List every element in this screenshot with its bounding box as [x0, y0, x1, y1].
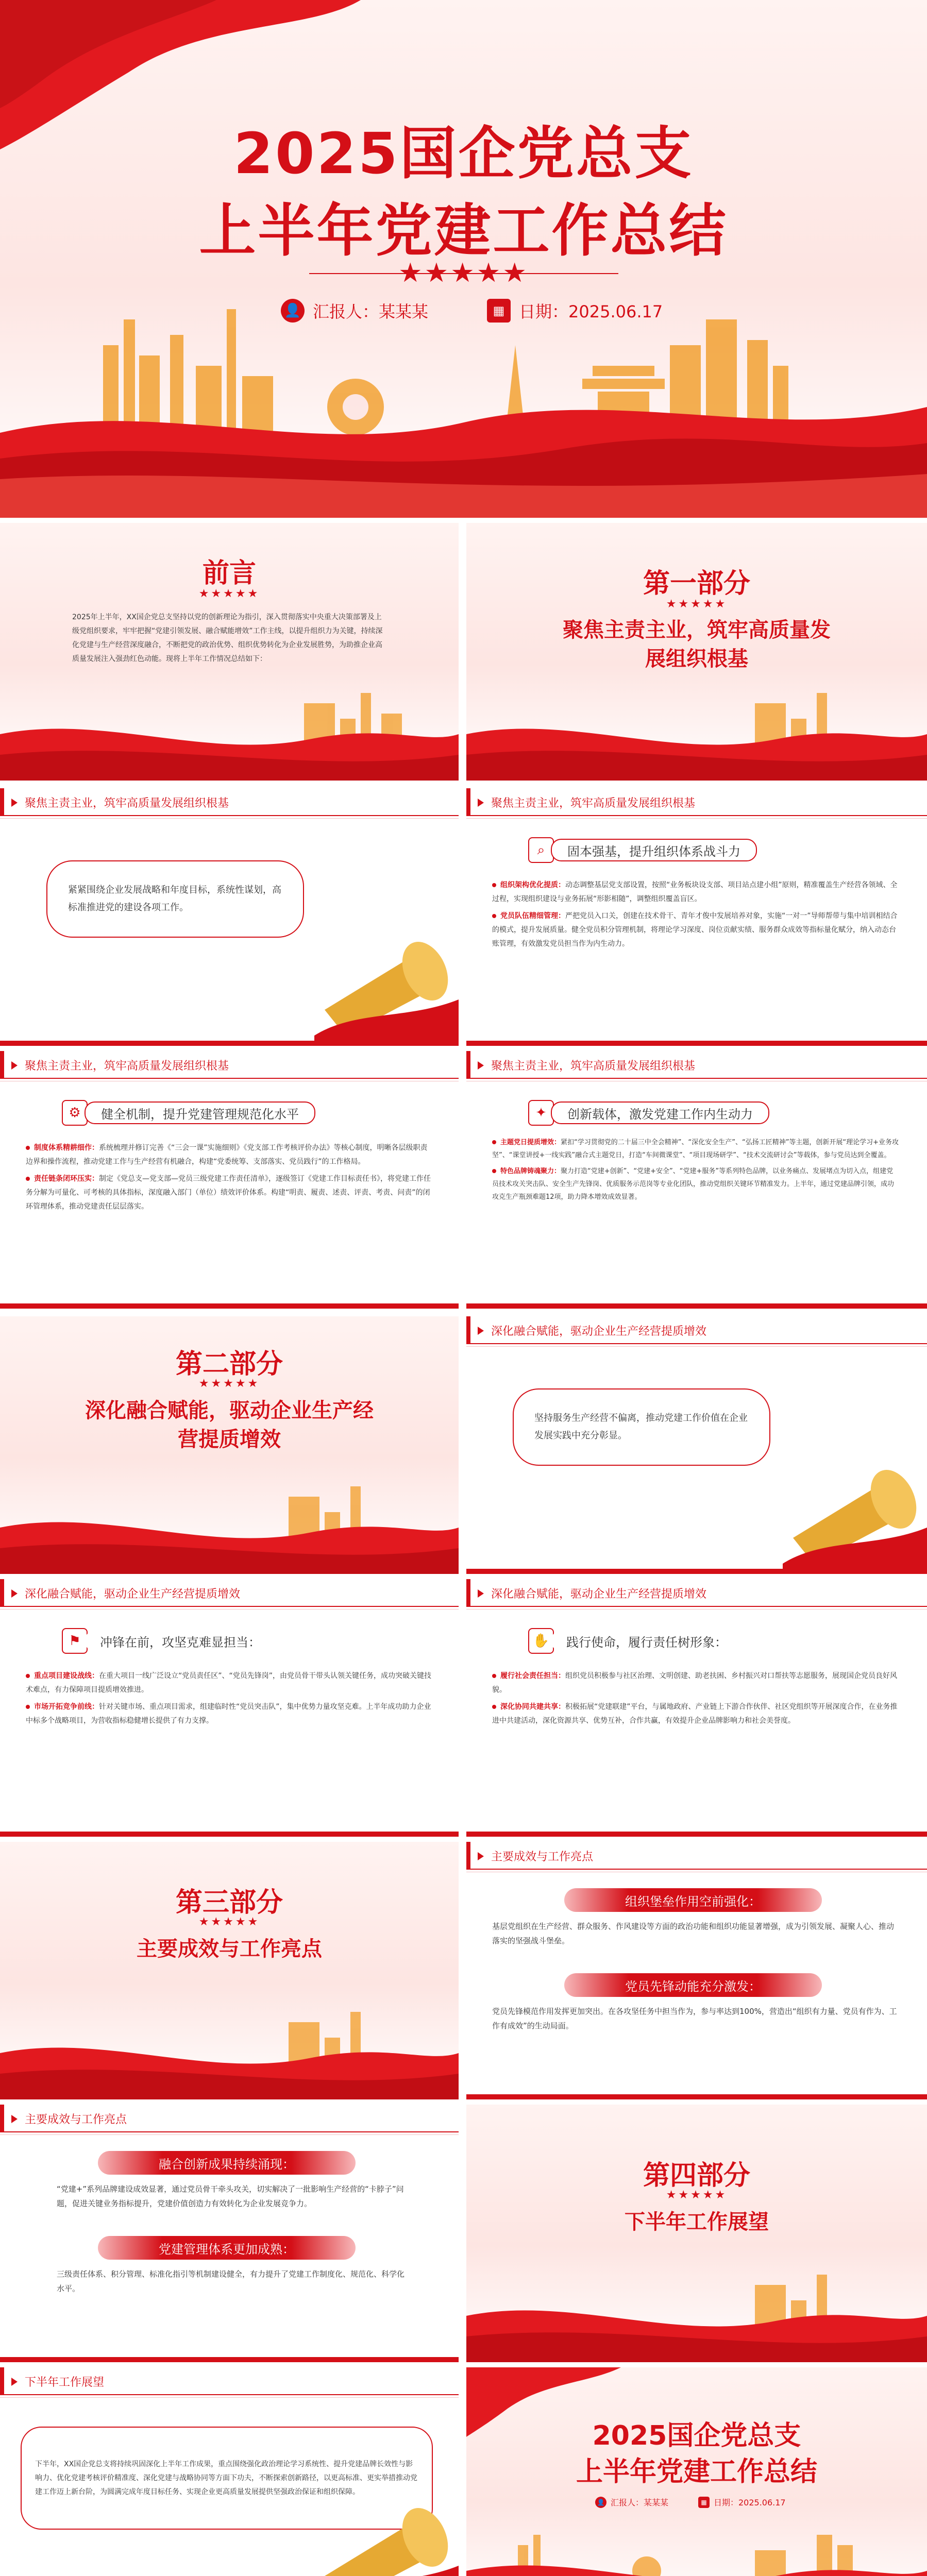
- slide9-header-text: 深化融合赋能，驱动企业生产经营提质增效: [491, 1325, 707, 1338]
- slide11: [466, 1579, 927, 1837]
- slide7-footer: [466, 1303, 927, 1309]
- slide10-item1-text: 在重大项目一线广泛设立“党员责任区”、“党员先锋岗”，由党员骨干带头认领关键任务，成功突破关键技术难点，有力保障项目提质增效推进。: [26, 1672, 432, 1694]
- slide13-header: [466, 1842, 927, 1873]
- slide14-text1: “党建+”系列品牌建设成效显著，通过党员骨干牵头攻关，切实解决了一批影响生产经营的“卡脖子”问题，促进关键业务指标提升，党建价值创造力有效转化为企业发展竞争力。: [57, 2184, 404, 2208]
- slide14-text2: 三级责任体系、积分管理、标准化指引等机制建设健全，有力提升了党建工作制度化、规范化、科学化水平。: [57, 2269, 405, 2293]
- part3-title: 第三部分: [175, 1887, 283, 1918]
- slide9-header: [466, 1316, 927, 1347]
- part4-slide: [466, 2105, 927, 2362]
- slide10-item2-label: 市场开拓竞争前线：: [34, 1703, 99, 1711]
- part2-stars: ★★★★★: [198, 1377, 260, 1390]
- part3-slide: [0, 1842, 459, 2099]
- slide5: [466, 788, 927, 1046]
- slide5-item2-label: 党员队伍精细管理：: [500, 912, 565, 920]
- part1-stars: ★★★★★: [666, 598, 728, 611]
- slide6-section-title: 健全机制，提升党建管理规范化水平: [85, 1101, 315, 1124]
- part4-title: 第四部分: [643, 2160, 750, 2191]
- cover-title-line2: 上半年党建工作总结: [199, 198, 728, 264]
- closing-landmarks: [466, 2519, 927, 2576]
- part1-subtitle: 聚焦主责主业，筑牢高质量发展组织根基: [563, 618, 831, 671]
- trumpet-icon: [314, 2499, 459, 2576]
- slide5-section-title: 固本强基，提升组织体系战斗力: [551, 839, 757, 861]
- flag-icon: ⚑: [62, 1628, 88, 1654]
- slide10-header-text: 深化融合赋能，驱动企业生产经营提质增效: [25, 1588, 241, 1601]
- slide6-body: [26, 1141, 433, 1214]
- closing-slide: [466, 2367, 927, 2576]
- slide10-section-head: [62, 1628, 276, 1654]
- closing-date-label: 日期：2025.06.17: [714, 2498, 786, 2507]
- slide10-item1-label: 重点项目建设战线：: [34, 1672, 99, 1680]
- slide4-header: [0, 788, 459, 819]
- cover-slide: [0, 0, 927, 518]
- slide14-footer: [0, 2357, 459, 2362]
- slide5-item2-text: 严把党员入口关，创建在技术骨干、青年才俊中发展培养对象，实施“一对一”导师帮带与集中培训相结合的模式，提升发展质量。健全党员积分管理机制，将理论学习深度、岗位贡献实绩、服务群众成效等指标量化赋分，纳入动态台账管理，有效激发党员担当作为内生动力。: [492, 912, 898, 948]
- slide5-footer: [466, 1041, 927, 1046]
- part2-slide: [0, 1316, 459, 1574]
- closing-reporter-info: [595, 2496, 668, 2508]
- slide14-pill1: 融合创新成果持续涌现：: [98, 2151, 356, 2175]
- search-icon: ⌕: [528, 837, 554, 863]
- slide7-item1-text: 紧扣“学习贯彻党的二十届三中全会精神”、“深化安全生产”、“弘扬工匠精神”等主题，创新开展“理论学习+业务攻坚”、“课堂讲授+一线实践”融合式主题党日，打造“车间微课堂”、“项目现场研学”、“技术交流研讨会”等载体，参与党员达到全覆盖。: [492, 1139, 899, 1159]
- slide6-item1-label: 制度体系精耕细作：: [34, 1144, 99, 1152]
- slide11-footer: [466, 1832, 927, 1837]
- slide13-header-text: 主要成效与工作亮点: [491, 1851, 594, 1863]
- slide4-header-text: 聚焦主责主业，筑牢高质量发展组织根基: [25, 797, 229, 810]
- part3-stars: ★★★★★: [198, 1916, 260, 1928]
- slide16-header-text: 下半年工作展望: [25, 2376, 105, 2389]
- slide5-section-head: [528, 837, 757, 863]
- slide9-footer: [466, 1569, 927, 1574]
- slide11-item1-text: 组织党员积极参与社区治理、文明创建、助老扶困、乡村振兴对口帮扶等志愿服务，展现国企党员良好风貌。: [492, 1672, 897, 1694]
- slide5-item1-label: 组织架构优化提质：: [500, 881, 565, 889]
- slide13: [466, 1842, 927, 2099]
- slide10-item2-text: 针对关键市场、重点项目需求，组建临时性“党员突击队”，集中优势力量攻坚克难。上半年成功助力企业中标多个战略项目，为营收指标稳健增长提供了有力支撑。: [26, 1703, 431, 1725]
- slide6: [0, 1051, 459, 1309]
- user-icon: 👤: [281, 299, 305, 323]
- slide4: [0, 788, 459, 1046]
- cover-title-line1: 2025国企党总支: [233, 121, 694, 187]
- reporter-label: 汇报人：某某某: [313, 302, 429, 321]
- slide11-item2-label: 深化协同共建共享：: [500, 1703, 565, 1711]
- slide16-text: 下半年，XX国企党总支将持续巩固深化上半年工作成果，重点围绕强化政治理论学习系统性、提升党建品牌长效性与影响力、优化党建考核评价精准度、深化党建与战略协同等方面下功夫，不断探索创新路径，以更高标准、更实举措推动党建工作迈上新台阶，为圆满完成年度目标任务、实现企业更高质量发展提供坚强政治保证和组织保障。: [35, 2460, 417, 2496]
- slide6-header: [0, 1051, 459, 1082]
- slide7-item2-label: 特色品牌铸魂聚力：: [500, 1167, 561, 1175]
- user-icon: 👤: [595, 2497, 606, 2508]
- slide11-header-text: 深化融合赋能，驱动企业生产经营提质增效: [491, 1588, 707, 1601]
- slide7-body: [492, 1136, 899, 1204]
- slide14-pill2: 党建管理体系更加成熟：: [98, 2236, 356, 2260]
- slide11-section-head: [528, 1628, 743, 1654]
- slide6-item1-text: 系统梳理并修订完善《“三会一课”实施细则》《党支部工作考核评价办法》等核心制度，明晰各层级职责边界和操作流程，推动党建工作与生产经营有机融合，构建“党委统筹、支部落实、党员践行”的工作格局。: [26, 1144, 428, 1166]
- slide11-item2-text: 积极拓展“党建联建”平台，与属地政府、产业链上下游合作伙伴、社区党组织等开展深度合作，在业务推进中共建活动，深化资源共享、优势互补，合作共赢，有效提升企业品牌影响力和社会美誉度。: [492, 1703, 898, 1725]
- slide6-header-text: 聚焦主责主业，筑牢高质量发展组织根基: [25, 1060, 229, 1073]
- slide9-box: 坚持服务生产经营不偏离，推动党建工作价值在企业发展实践中充分彰显。: [513, 1388, 770, 1466]
- part1-landmarks: [466, 683, 927, 781]
- slide7: [466, 1051, 927, 1309]
- slide13-text1: 基层党组织在生产经营、群众服务、作风建设等方面的政治功能和组织功能显著增强，成为引领发展、凝聚人心、推动落实的坚强战斗堡垒。: [492, 1922, 895, 1945]
- slide7-section-head: [528, 1100, 769, 1126]
- closing-reporter-label: 汇报人：某某某: [611, 2498, 669, 2507]
- preface-title: 前言: [202, 558, 256, 589]
- slide10-body: [26, 1669, 433, 1728]
- slide16-header: [0, 2367, 459, 2398]
- calendar-icon: ▦: [487, 299, 511, 323]
- part4-landmarks: [466, 2264, 927, 2362]
- trumpet-icon: [314, 933, 459, 1046]
- slide11-body: [492, 1669, 899, 1728]
- part2-title: 第二部分: [175, 1349, 283, 1380]
- slide13-text2: 党员先锋模范作用发挥更加突出。在各攻坚任务中担当作为，参与率达到100%，营造出“组织有力量、党员有作为、工作有成效”的生动局面。: [492, 2007, 897, 2030]
- preface-stars: ★★★★★: [198, 587, 260, 600]
- slide11-header: [466, 1579, 927, 1610]
- slide6-section-head: [62, 1100, 315, 1126]
- closing-title-line1: 2025国企党总支: [592, 2420, 801, 2451]
- slide7-item1-label: 主题党日提质增效：: [500, 1139, 561, 1146]
- preface-slide: [0, 523, 459, 781]
- calendar-icon: ▦: [698, 2497, 710, 2508]
- slide5-body: [492, 878, 899, 951]
- slide5-item1-text: 动态调整基层党支部设置，按照“业务板块设支部、项目站点建小组”原则，精准覆盖生产经营各领域、全过程，实现组织建设与业务拓展“形影相随”，调整组织覆盖盲区。: [492, 881, 898, 903]
- slide4-box: 紧紧围绕企业发展战略和年度目标，系统性谋划，高标准推进党的建设各项工作。: [46, 860, 304, 938]
- part3-landmarks: [0, 2002, 459, 2099]
- slide7-item2-text: 聚力打造“党建+创新”、“党建+安全”、“党建+服务”等系列特色品牌，以业务痛点、发展堵点为切入点，组建党员技术攻关突击队、安全生产先锋岗、优质服务示范岗等专业化团队，推动党组织关键环节精准发力。上半年，通过党建品牌引领，成功攻克生产瓶颈难题12项，助力降本增效成效显著。: [492, 1167, 895, 1201]
- slide10-footer: [0, 1832, 459, 1837]
- slide11-section-title: 践行使命，履行责任树形象：: [551, 1631, 743, 1651]
- part4-subtitle: 下半年工作展望: [625, 2210, 769, 2234]
- part1-title: 第一部分: [643, 568, 750, 599]
- closing-title-line2: 上半年党建工作总结: [576, 2456, 817, 2487]
- slide14-header: [0, 2105, 459, 2136]
- slide6-item2-text: 制定《党总支—党支部—党员三级党建工作责任清单》，逐级签订《党建工作目标责任书》，将党建工作任务分解为可量化、可考核的具体指标，深度融入部门（单位）绩效评价体系。构建“明责、履责、述责、评责、考责、问责”的闭环管理体系，推动党建责任层层落实。: [26, 1175, 431, 1211]
- slide4-footer: [0, 1041, 459, 1046]
- slide9: [466, 1316, 927, 1574]
- slide5-header: [466, 788, 927, 819]
- preface-landmarks: [0, 683, 459, 781]
- slide16: [0, 2367, 459, 2576]
- slide10-section-title: 冲锋在前，攻坚克难显担当：: [85, 1631, 276, 1651]
- slide14: [0, 2105, 459, 2362]
- slide13-pill2: 党员先锋动能充分激发：: [564, 1973, 822, 1997]
- cover-landmarks: [0, 289, 927, 518]
- closing-date-info: [698, 2496, 786, 2508]
- slide5-header-text: 聚焦主责主业，筑牢高质量发展组织根基: [491, 797, 696, 810]
- gear-icon: ⚙: [62, 1100, 88, 1126]
- slide14-header-text: 主要成效与工作亮点: [25, 2113, 127, 2126]
- preface-text: 2025年上半年，XX国企党总支坚持以党的创新理论为指引，深入贯彻落实中央重大决策部署及上级党组织要求，牢牢把握“党建引领发展、融合赋能增效”工作主线，以提升组织力为关键，持续深化党建与生产经营深度融合，不断把党的政治优势、组织优势转化为企业发展胜势，为助推企业高质量发展注入强劲红色动能。现将上半年工作情况总结如下：: [72, 613, 383, 663]
- slide13-pill1: 组织堡垒作用空前强化：: [564, 1888, 822, 1912]
- handshake-icon: ✋: [528, 1628, 554, 1654]
- slide7-section-title: 创新载体，激发党建工作内生动力: [551, 1101, 769, 1124]
- part2-subtitle: 深化融合赋能，驱动企业生产经营提质增效: [85, 1399, 374, 1451]
- part4-stars: ★★★★★: [666, 2189, 728, 2201]
- date-label: 日期：2025.06.17: [519, 302, 663, 321]
- slide10-header: [0, 1579, 459, 1610]
- slide11-item1-label: 履行社会责任担当：: [500, 1672, 565, 1680]
- trumpet-icon: [783, 1461, 927, 1574]
- slide13-footer: [466, 2094, 927, 2099]
- slide6-footer: [0, 1303, 459, 1309]
- slide6-item2-label: 责任链条闭环压实：: [34, 1175, 99, 1183]
- part2-landmarks: [0, 1476, 459, 1574]
- lightbulb-icon: ✦: [528, 1100, 554, 1126]
- part3-subtitle: 主要成效与工作亮点: [137, 1937, 322, 1961]
- slide10: [0, 1579, 459, 1837]
- slide7-header-text: 聚焦主责主业，筑牢高质量发展组织根基: [491, 1060, 696, 1073]
- part1-slide: [466, 523, 927, 781]
- slide7-header: [466, 1051, 927, 1082]
- cover-stars: ★★★★★: [398, 258, 529, 289]
